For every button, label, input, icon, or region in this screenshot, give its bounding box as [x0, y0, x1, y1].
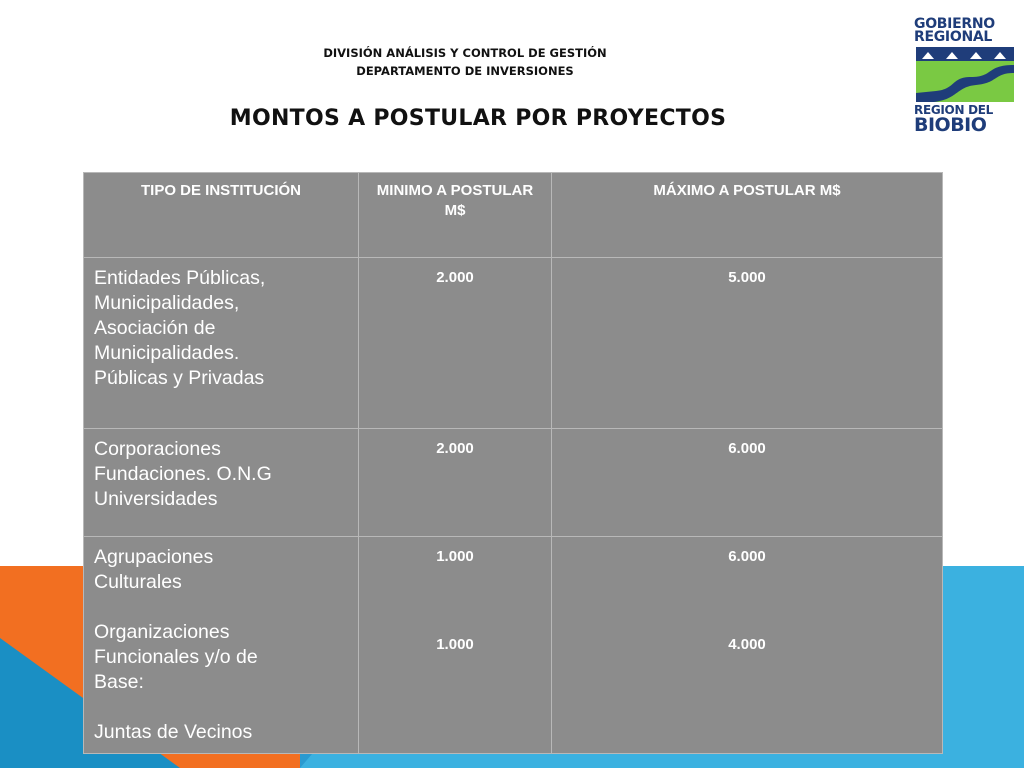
- institution-line: Entidades Públicas,: [94, 267, 266, 289]
- max-amount: 5.000: [728, 269, 766, 286]
- table-row: [84, 429, 943, 537]
- institution-line: Municipalidades.: [94, 342, 240, 364]
- logo-text-biobio: BIOBIO: [914, 114, 987, 136]
- institution-cell: [84, 258, 359, 429]
- institution-line: Corporaciones: [94, 438, 221, 460]
- institution-line: Públicas y Privadas: [94, 367, 265, 389]
- min-amount-cell: [359, 429, 552, 537]
- max-amount-cell: [552, 537, 943, 754]
- institution-line: Universidades: [94, 488, 218, 510]
- max-amount-cell: [552, 258, 943, 429]
- logo-text-region: REGION DEL: [914, 103, 993, 117]
- institution-cell: [84, 537, 359, 754]
- max-amount-cell: [552, 429, 943, 537]
- logo-text-regional: REGIONAL: [914, 29, 993, 45]
- institution-line: Asociación de: [94, 317, 216, 339]
- river-emblem-icon: [916, 47, 1014, 102]
- max-amount: 6.000: [728, 440, 766, 457]
- header-tipo-institucion: TIPO DE INSTITUCIÓN: [84, 173, 359, 258]
- header-department: DEPARTAMENTO DE INVERSIONES: [356, 64, 574, 78]
- amounts-table: [83, 172, 943, 754]
- min-amount-cell: [359, 258, 552, 429]
- table-row: [84, 258, 943, 429]
- institution-line: Organizaciones: [94, 621, 230, 643]
- header-minimo: MINIMO A POSTULAR M$: [359, 173, 552, 258]
- min-amount: 2.000: [436, 269, 474, 286]
- table-row: [84, 537, 943, 754]
- institution-line: Juntas de Vecinos: [94, 721, 253, 743]
- header-maximo: MÁXIMO A POSTULAR M$: [552, 173, 943, 258]
- institution-cell: [84, 429, 359, 537]
- institution-line: Base:: [94, 671, 144, 693]
- min-amount: 1.000: [436, 636, 474, 653]
- institution-line: Fundaciones. O.N.G: [94, 463, 272, 485]
- min-amount: 1.000: [436, 548, 474, 565]
- logo-text-gobierno: GOBIERNO: [914, 16, 995, 32]
- max-amount: 6.000: [728, 548, 766, 565]
- institution-line: Municipalidades,: [94, 292, 240, 314]
- header-division: DIVISIÓN ANÁLISIS Y CONTROL DE GESTIÓN: [323, 46, 607, 60]
- table-header-row: [84, 173, 943, 258]
- institution-line: Agrupaciones: [94, 546, 214, 568]
- max-amount: 4.000: [728, 636, 766, 653]
- min-amount-cell: [359, 537, 552, 754]
- header-block: [250, 44, 680, 80]
- page-title: MONTOS A POSTULAR POR PROYECTOS: [229, 106, 727, 131]
- institution-line: Funcionales y/o de: [94, 646, 258, 668]
- gobierno-regional-logo: [908, 16, 1018, 136]
- min-amount: 2.000: [436, 440, 474, 457]
- institution-line: Culturales: [94, 571, 182, 593]
